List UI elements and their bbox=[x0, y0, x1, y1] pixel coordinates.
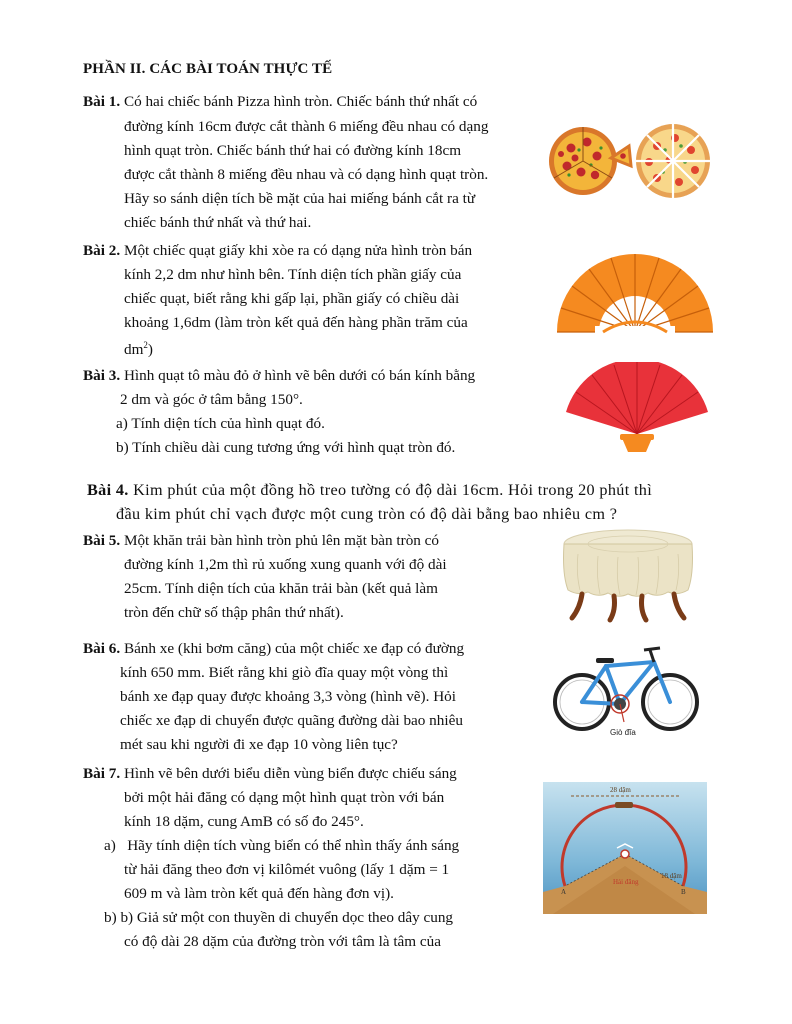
problem-text: Hãy so sánh diện tích bề mặt của hai miếng bánh cắt ra từ bbox=[124, 190, 476, 207]
part-marker: a) bbox=[104, 837, 116, 854]
bicycle-figure bbox=[550, 640, 702, 745]
problem-text: bánh xe đạp quay được khoảng 3,3 vòng (hình vẽ). Hỏi bbox=[120, 688, 456, 705]
problem-label: Bài 1. bbox=[83, 93, 121, 110]
problem-text: từ hải đăng theo đơn vị kilômét vuông (lấy 1 dặm = 1 bbox=[124, 861, 450, 878]
problem-text: có độ dài 28 dặm của đường tròn với tâm là tâm của bbox=[124, 933, 441, 950]
bike-label: Giò đĩa bbox=[610, 728, 636, 737]
pizza-image bbox=[545, 120, 715, 202]
problem-text: đường kính 16cm được cắt thành 6 miếng đều nhau có dạng bbox=[124, 118, 489, 135]
part-marker: b) bbox=[104, 909, 117, 926]
problem-text: Một chiếc quạt giấy khi xòe ra có dạng nửa hình tròn bán bbox=[123, 242, 473, 259]
problem-text: chiếc quạt, biết rằng khi gấp lại, phần giấy có chiều dài bbox=[124, 290, 460, 307]
problem-text: được cắt thành 8 miếng đều nhau và có dạng hình quạt tròn. bbox=[124, 166, 489, 183]
problem-text: đường kính 1,2m thì rủ xuống xung quanh với độ dài bbox=[124, 556, 447, 573]
problem-text: hình quạt tròn. Chiếc bánh thứ hai có đường kính 18cm bbox=[124, 142, 462, 159]
problem-text: kính 18 dặm, cung AmB có số đo 245°. bbox=[124, 813, 364, 830]
problem-text: 2 dm và góc ở tâm bằng 150°. bbox=[120, 391, 303, 408]
lighthouse-label: Hải đăng bbox=[613, 878, 639, 886]
problem-text: kính 650 mm. Biết rằng khi giò đĩa quay một vòng thì bbox=[120, 664, 449, 681]
problem-text: Hình vẽ bên dưới biểu diễn vùng biển được chiếu sáng bbox=[123, 765, 457, 782]
point-b-label: B bbox=[681, 888, 686, 896]
problem-text: ) bbox=[147, 341, 153, 359]
problem-text: dm bbox=[124, 341, 144, 359]
problem-label: Bài 6. bbox=[83, 640, 121, 657]
problem-label: Bài 4. bbox=[87, 481, 129, 499]
problem-text: mét sau khi người đi xe đạp 10 vòng liên tục? bbox=[120, 736, 398, 753]
problem-text: khoảng 1,6dm (làm tròn kết quả đến hàng phần trăm của bbox=[124, 314, 468, 331]
bicycle-image bbox=[550, 640, 702, 736]
problem-text: 609 m và làm tròn kết quả đến hàng đơn vị). bbox=[124, 885, 394, 902]
problem-text: kính 2,2 dm như hình bên. Tính diện tích phần giấy của bbox=[124, 266, 462, 283]
problem-text: Kim phút của một đồng hồ treo tường có độ dài 16cm. Hỏi trong 20 phút thì bbox=[133, 481, 653, 499]
point-a-label: A bbox=[561, 888, 567, 896]
problem-text: tròn đến chữ số thập phân thứ nhất). bbox=[124, 604, 344, 621]
problem-text: Một khăn trải bàn hình tròn phủ lên mặt bàn tròn có bbox=[123, 532, 440, 549]
problem-label: Bài 3. bbox=[83, 367, 121, 384]
problem-part: b) Tính chiều dài cung tương ứng với hình quạt tròn đó. bbox=[116, 439, 456, 456]
problem-text: Hình quạt tô màu đỏ ở hình vẽ bên dưới có bán kính bằng bbox=[123, 367, 476, 384]
problem-text: b) Giả sử một con thuyền di chuyển dọc theo dây cung bbox=[120, 909, 454, 926]
problem-text: Bánh xe (khi bơm căng) của một chiếc xe đạp có đường bbox=[123, 640, 465, 657]
red-fan-image bbox=[562, 362, 712, 454]
radius-label: 18 dặm bbox=[661, 872, 682, 880]
problem-text: chiếc xe đạp di chuyển được quãng đường dài bao nhiêu bbox=[120, 712, 463, 729]
orange-fan-image bbox=[555, 252, 715, 334]
section-title: PHẦN II. CÁC BÀI TOÁN THỰC TẾ bbox=[83, 61, 333, 77]
problem-text: Có hai chiếc bánh Pizza hình tròn. Chiếc bánh thứ nhất có bbox=[123, 93, 478, 110]
problem-text: chiếc bánh thứ nhất và thứ hai. bbox=[124, 214, 312, 231]
superscript: 2 bbox=[143, 340, 148, 350]
lighthouse-figure bbox=[543, 782, 707, 914]
problem-text: đầu kim phút chỉ vạch được một cung tròn có độ dài bằng bao nhiêu cm ? bbox=[116, 505, 618, 523]
tablecloth-image bbox=[558, 524, 698, 626]
problem-label: Bài 2. bbox=[83, 242, 121, 259]
problem-label: Bài 7. bbox=[83, 765, 121, 782]
problem-text: bởi một hải đăng có dạng một hình quạt tròn với bán bbox=[124, 789, 445, 806]
problem-text: Hãy tính diện tích vùng biển có thể nhìn thấy ánh sáng bbox=[127, 837, 460, 854]
problem-label: Bài 5. bbox=[83, 532, 121, 549]
problem-part: a) Tính diện tích của hình quạt đó. bbox=[116, 415, 325, 432]
chord-label: 28 dặm bbox=[610, 786, 631, 794]
problem-text: 25cm. Tính diện tích của khăn trải bàn (kết quả làm bbox=[124, 580, 438, 597]
